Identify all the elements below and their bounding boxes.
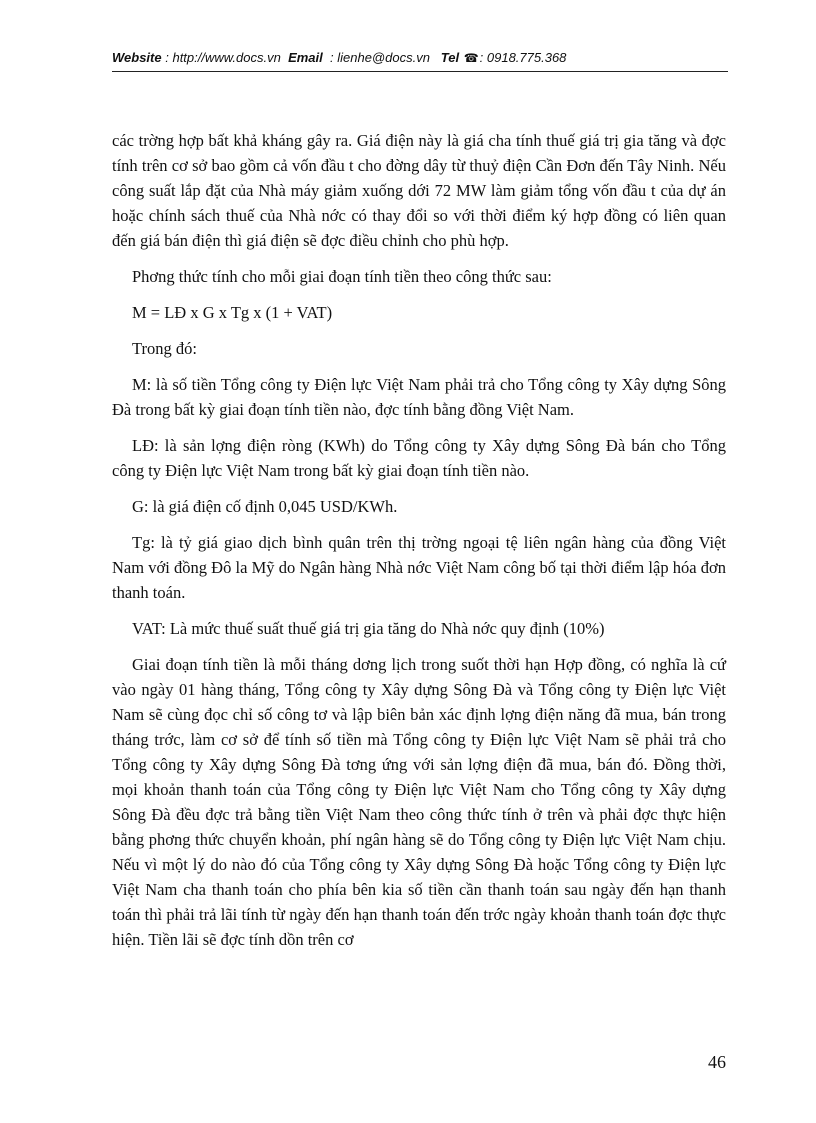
paragraph-billing-period: Giai đoạn tính tiền là mỗi tháng dơng lịch trong suốt thời hạn Hợp đồng, có nghĩa là cứ vào ngày 01 hàng tháng, Tổng công ty Xây dựng Sông Đà và Tổng công ty Điện lực Việt Nam sẽ cùng đọc chỉ số công tơ và lập biên bản xác định lợng điện năng đã mua, bán trong tháng trớc, làm cơ sở để tính số tiền mà Tổng công ty Điện lực Việt Nam sẽ phải trả cho Tổng công ty Xây dựng Sông Đà tơng ứng với sản lợng điện đã mua, bán đó. Đồng thời, mọi khoản thanh toán của Tổng công ty Điện lực Việt Nam cho Tổng công ty Xây dựng Sông Đà đều đợc trả bằng tiền Việt Nam theo công thức tính ở trên và phải đợc thực hiện bằng phơng thức chuyển khoản, phí ngân hàng sẽ do Tổng công ty Điện lực Việt Nam chịu. Nếu vì một lý do nào đó của Tổng công ty Xây dựng Sông Đà hoặc Tổng công ty Điện lực Việt Nam cha thanh toán cho phía bên kia số tiền cần thanh toán sau ngày đến hạn thanh toán thì phải trả lãi tính từ ngày đến hạn thanh toán đến trớc ngày khoản thanh toán đợc thực hiện. Tiền lãi sẽ đợc tính dồn trên cơ xyxy=(112,655,726,949)
paragraph-where: Trong đó: xyxy=(132,339,197,358)
paragraph-continuation: các trờng hợp bất khả kháng gây ra. Giá điện này là giá cha tính thuế giá trị gia tăng và đợc tính trên cơ sở bao gồm cả vốn đầu t cho đờng dây từ thuỷ điện Cần Đơn đến Tây Ninh. Nếu công suất lắp đặt của Nhà máy giảm xuống dới 72 MW làm giảm tổng vốn đầu t của dự án hoặc chính sách thuế của Nhà nớc có thay đổi so với thời điểm ký hợp đồng có liên quan đến giá bán điện thì giá điện sẽ đợc điều chỉnh cho phù hợp. xyxy=(112,131,726,250)
definition-g: G: là giá điện cố định 0,045 USD/KWh. xyxy=(132,497,398,516)
paragraph-method: Phơng thức tính cho mỗi giai đoạn tính tiền theo công thức sau: xyxy=(132,267,552,286)
tel-value: : 0918.775.368 xyxy=(479,50,567,65)
tel-label: Tel xyxy=(440,50,460,65)
email-value: : lienhe@docs.vn xyxy=(330,50,430,65)
page-header xyxy=(112,50,566,65)
definition-tg: Tg: là tỷ giá giao dịch bình quân trên thị trờng ngoại tệ liên ngân hàng của đồng Việt Nam với đồng Đô la Mỹ do Ngân hàng Nhà nớc Việt Nam công bố tại thời điểm lập hóa đơn thanh toán. xyxy=(112,533,726,602)
formula: M = LĐ x G x Tg x (1 + VAT) xyxy=(132,303,333,322)
definition-m: M: là số tiền Tổng công ty Điện lực Việt Nam phải trả cho Tổng công ty Xây dựng Sông Đà trong bất kỳ giai đoạn tính tiền nào, đợc tính bằng đồng Việt Nam. xyxy=(112,375,726,419)
header-divider xyxy=(112,71,728,72)
definition-ld: LĐ: là sản lợng điện ròng (KWh) do Tổng công ty Xây dựng Sông Đà bán cho Tổng công ty Điện lực Việt Nam trong bất kỳ giai đoạn tính tiền nào. xyxy=(112,436,726,480)
document-body xyxy=(112,128,726,958)
phone-icon: ☎ xyxy=(463,51,479,65)
website-label: Website xyxy=(112,50,162,65)
website-value: : http://www.docs.vn xyxy=(165,50,281,65)
email-label: Email xyxy=(288,50,323,65)
page-number: 46 xyxy=(708,1052,726,1072)
definition-vat: VAT: Là mức thuế suất thuế giá trị gia tăng do Nhà nớc quy định (10%) xyxy=(132,619,605,638)
